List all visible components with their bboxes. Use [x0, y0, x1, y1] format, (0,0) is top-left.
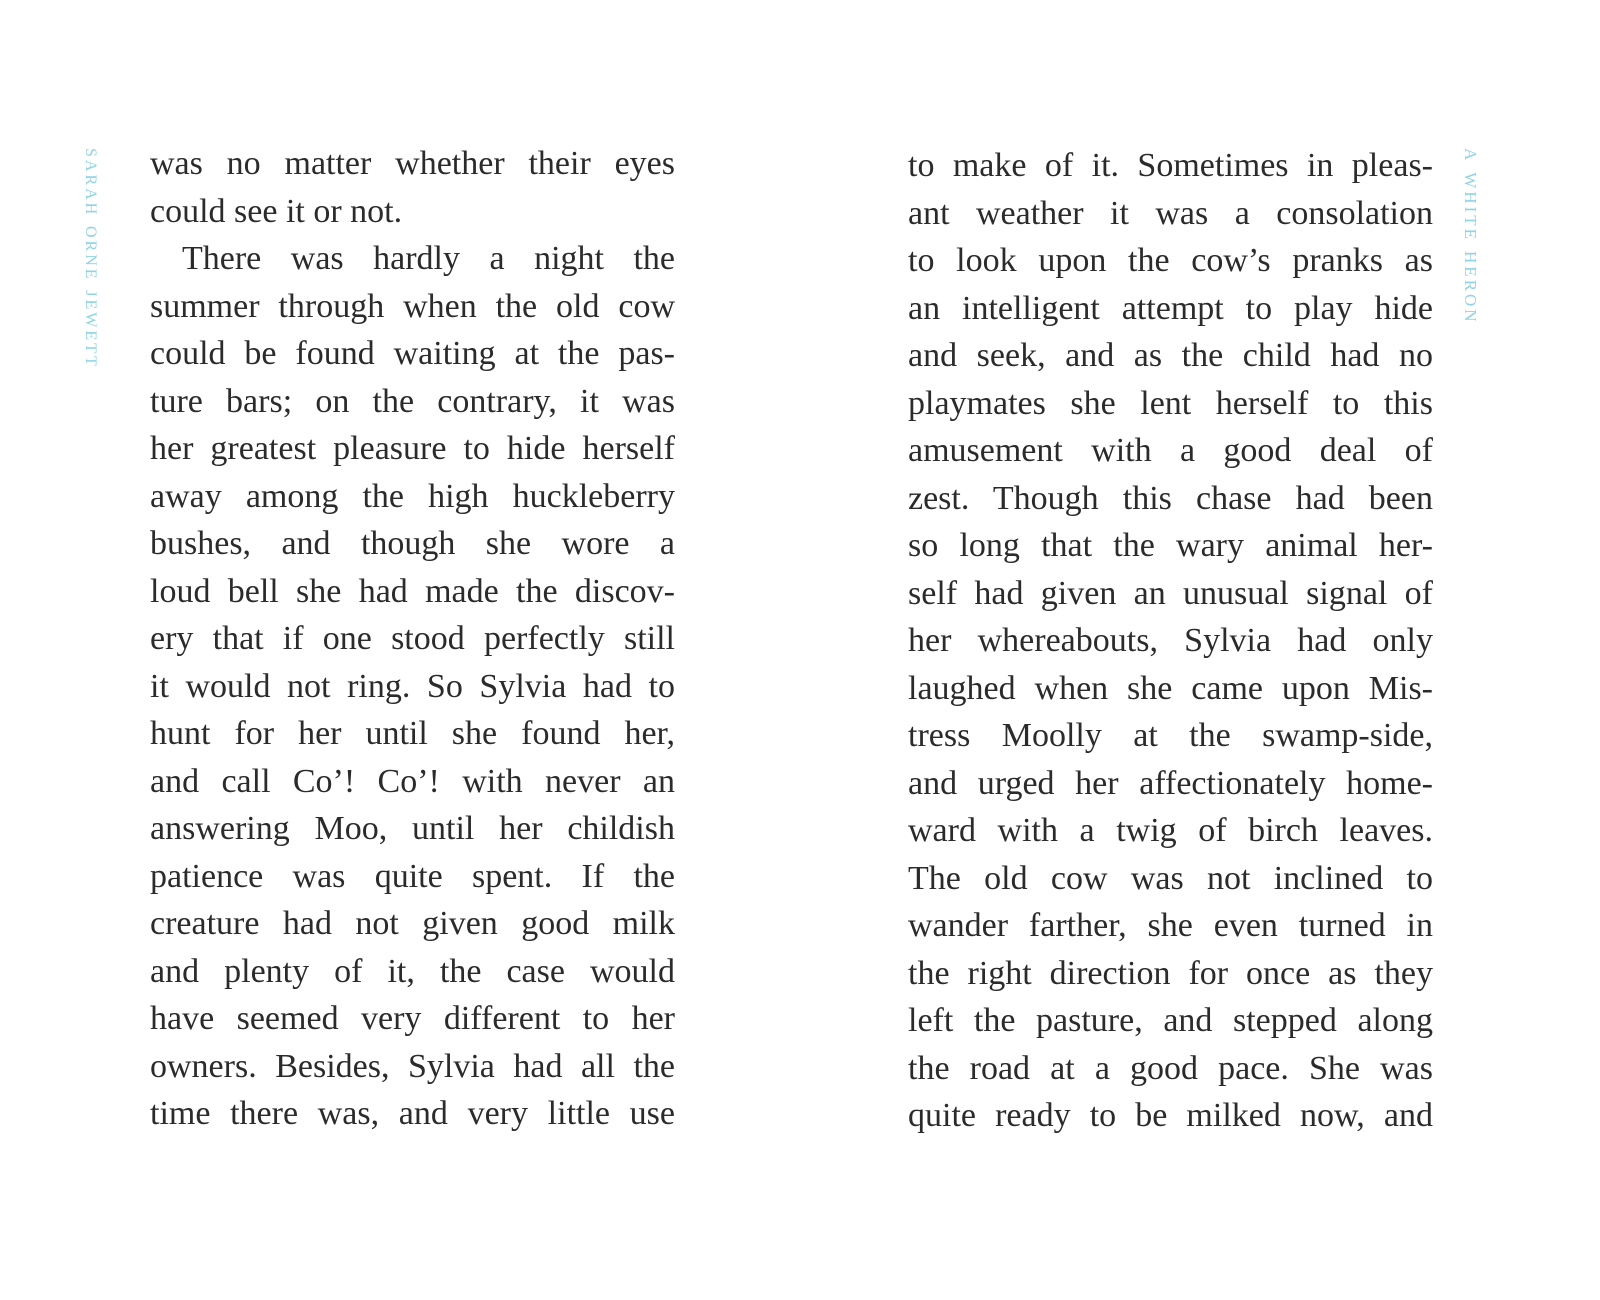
text-line: summer through when the old cow — [150, 287, 675, 325]
text-line: creature had not given good milk — [150, 905, 675, 942]
text-line: laughed when she came upon Mis- — [908, 669, 1433, 707]
text-line: ery that if one stood perfectly still — [150, 620, 675, 657]
text-line: left the pasture, and stepped along — [908, 1002, 1433, 1039]
text-line: loud bell she had made the discov- — [150, 572, 675, 610]
right-page — [800, 0, 1600, 1300]
text-line: it would not ring. So Sylvia had to — [150, 667, 675, 705]
text-line: amusement with a good deal of — [908, 432, 1433, 469]
text-line: her whereabouts, Sylvia had only — [908, 622, 1433, 659]
text-line: and seek, and as the child had no — [908, 337, 1433, 374]
text-line: to look upon the cow’s pranks as — [908, 242, 1433, 279]
text-line: the right direction for once as they — [908, 954, 1433, 992]
text-line: ture bars; on the contrary, it was — [150, 382, 675, 420]
text-line: quite ready to be milked now, and — [908, 1097, 1433, 1134]
running-head-author: sarah orne jewett — [81, 148, 106, 369]
text-line: ant weather it was a consolation — [908, 194, 1433, 232]
text-line: playmates she lent herself to this — [908, 384, 1433, 422]
text-line: her greatest pleasure to hide herself — [150, 430, 675, 467]
text-line: and plenty of it, the case would — [150, 952, 675, 990]
text-line: tress Moolly at the swamp-side, — [908, 717, 1433, 754]
text-line: and call Co’! Co’! with never an — [150, 762, 675, 800]
text-line: time there was, and very little use — [150, 1095, 675, 1132]
text-line: have seemed very different to her — [150, 1000, 675, 1037]
text-line: hunt for her until she found her, — [150, 715, 675, 752]
text-line: to make of it. Sometimes in pleas- — [908, 147, 1433, 184]
text-line: ward with a twig of birch leaves. — [908, 812, 1433, 849]
text-line: owners. Besides, Sylvia had all the — [150, 1047, 675, 1085]
text-line: self had given an unusual signal of — [908, 574, 1433, 612]
text-line: and urged her affectionately home- — [908, 764, 1433, 802]
text-line: an intelligent attempt to play hide — [908, 289, 1433, 327]
text-line: patience was quite spent. If the — [150, 857, 675, 895]
text-line: zest. Though this chase had been — [908, 479, 1433, 517]
text-line: answering Moo, until her childish — [150, 810, 675, 847]
text-line: was no matter whether their eyes — [150, 145, 675, 182]
text-line: the road at a good pace. She was — [908, 1049, 1433, 1087]
right-page-text — [908, 142, 1433, 1140]
left-page-text — [150, 140, 675, 1138]
text-line: could be found waiting at the pas- — [150, 335, 675, 372]
text-line: There was hardly a night the — [182, 240, 675, 277]
text-line: so long that the wary animal her- — [908, 527, 1433, 564]
text-line: bushes, and though she wore a — [150, 525, 675, 562]
text-line: could see it or not. — [150, 192, 403, 230]
text-line: wander farther, she even turned in — [908, 907, 1433, 944]
running-head-title: a white heron — [1459, 148, 1485, 325]
text-line: away among the high huckleberry — [150, 477, 675, 515]
text-line: The old cow was not inclined to — [908, 859, 1433, 897]
